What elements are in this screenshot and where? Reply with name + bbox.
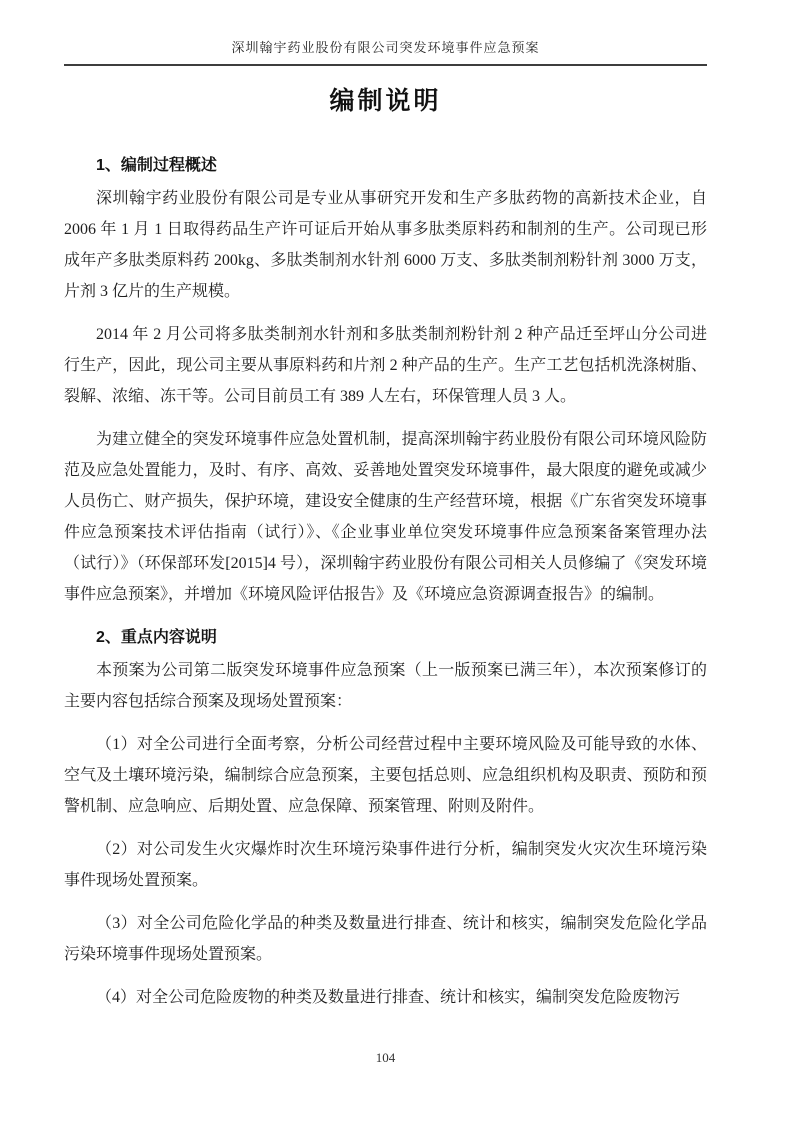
section-1-paragraph-3: 为建立健全的突发环境事件应急处置机制，提高深圳翰宇药业股份有限公司环境风险防范及应急处置能力，及时、有序、高效、妥善地处置突发环境事件，最大限度的避免或减少人员伤亡、财产损失，保护环境，建设安全健康的生产经营环境，根据《广东省突发环境事件应急预案技术评估指南（试行）》、《企业事业单位突发环境事件应急预案备案管理办法（试行）》（环保部环发[2015]4 号），深圳翰宇药业股份有限公司相关人员修编了《突发环境事件应急预案》，并增加《环境风险评估报告》及《环境应急资源调查报告》的编制。 (64, 431, 707, 603)
page-number: 104 (375, 1050, 396, 1065)
header-rule (64, 64, 707, 66)
section-2-item-2: （2）对公司发生火灾爆炸时次生环境污染事件进行分析，编制突发火灾次生环境污染事件现场处置预案。 (64, 841, 707, 889)
section-1-paragraph-2: 2014 年 2 月公司将多肽类制剂水针剂和多肽类制剂粉针剂 2 种产品迁至坪山分公司进行生产，因此，现公司主要从事原料药和片剂 2 种产品的生产。生产工艺包括机洗涤树脂、裂解、浓缩、冻干等。公司目前员工有 389 人左右，环保管理人员 3 人。 (64, 326, 707, 405)
section-1-heading: 1、编制过程概述 (96, 157, 217, 174)
section-2-heading: 2、重点内容说明 (96, 629, 217, 646)
section-1-paragraph-1: 深圳翰宇药业股份有限公司是专业从事研究开发和生产多肽药物的高新技术企业，自 2006 年 1 月 1 日取得药品生产许可证后开始从事多肽类原料药和制剂的生产。公司现已形成年产多肽类原料药 200kg、多肽类制剂水针剂 6000 万支、多肽类制剂粉针剂 3000 万支，片剂 3 亿片的生产规模。 (64, 190, 707, 300)
document-content (64, 0, 707, 1013)
section-2-intro: 本预案为公司第二版突发环境事件应急预案（上一版预案已满三年），本次预案修订的主要内容包括综合预案及现场处置预案： (64, 662, 707, 710)
page-title: 编制说明 (329, 87, 442, 115)
section-2-item-4: （4）对全公司危险废物的种类及数量进行排查、统计和核实，编制突发危险废物污 (96, 989, 681, 1006)
document-header-title: 深圳翰宇药业股份有限公司突发环境事件应急预案 (231, 40, 540, 55)
section-2-item-3: （3）对全公司危险化学品的种类及数量进行排查、统计和核实，编制突发危险化学品污染环境事件现场处置预案。 (64, 915, 707, 963)
section-2-item-1: （1）对全公司进行全面考察，分析公司经营过程中主要环境风险及可能导致的水体、空气及土壤环境污染，编制综合应急预案，主要包括总则、应急组织机构及职责、预防和预警机制、应急响应、后期处置、应急保障、预案管理、附则及附件。 (64, 736, 707, 815)
